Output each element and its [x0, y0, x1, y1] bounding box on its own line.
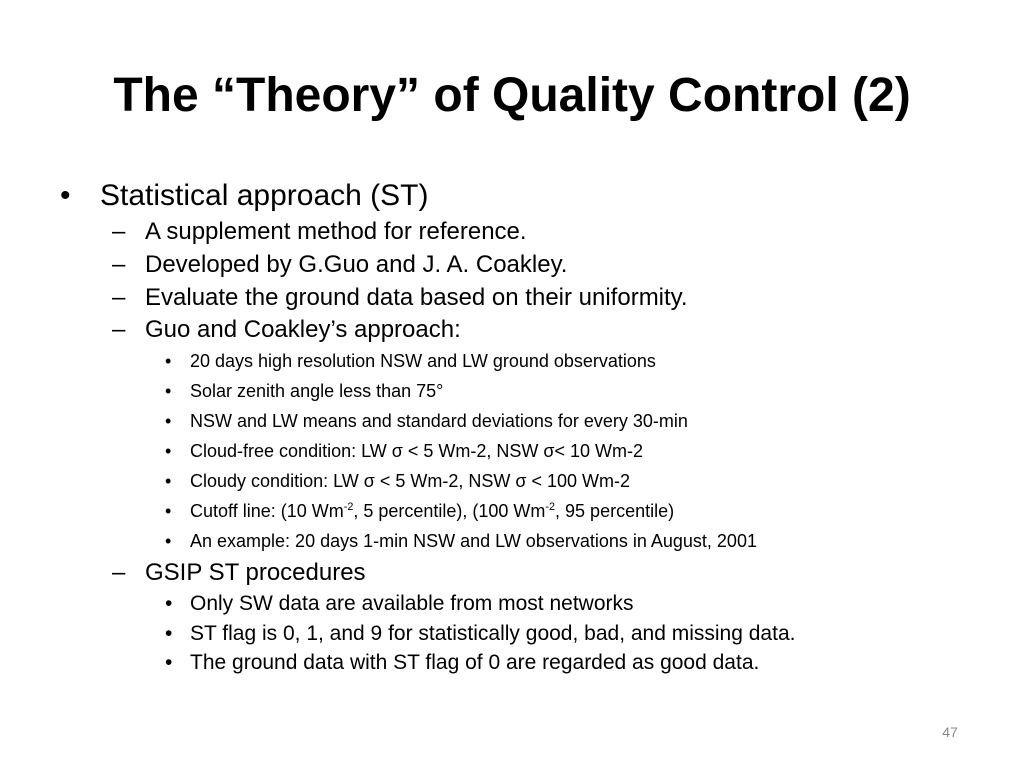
bullet-icon: •: [165, 592, 173, 615]
sub-bullet: [112, 283, 688, 313]
sub-bullet-text: A supplement method for reference.: [145, 218, 527, 245]
bullet-icon: •: [165, 441, 172, 461]
detail-text: Cloudy condition: LW σ < 5 Wm-2, NSW σ < 100 Wm-2: [190, 471, 631, 491]
bullet-text: Statistical approach (ST): [100, 179, 429, 212]
cutoff-part: Cutoff line: (10 Wm: [190, 501, 344, 521]
cutoff-text: [190, 499, 674, 523]
superscript: -2: [545, 501, 556, 513]
sub-bullet: [112, 315, 461, 345]
bullet-icon: •: [165, 651, 173, 674]
superscript: -2: [343, 501, 354, 513]
dash-icon: –: [112, 316, 126, 343]
bullet-level1: [60, 178, 428, 214]
bullet-icon: •: [60, 179, 71, 212]
sub-bullet-text: Evaluate the ground data based on their uniformity.: [145, 284, 688, 311]
sub-bullet-text: Guo and Coakley’s approach:: [145, 316, 461, 343]
dash-icon: –: [112, 218, 126, 245]
dash-icon: –: [112, 284, 126, 311]
detail-bullet: [165, 379, 443, 403]
cutoff-part: , 5 percentile), (100 Wm: [353, 501, 546, 521]
bullet-icon: •: [165, 622, 173, 645]
page-number: 47: [942, 724, 958, 740]
detail-text: ST flag is 0, 1, and 9 for statistically good, bad, and missing data.: [190, 622, 796, 645]
detail-bullet: [165, 439, 643, 463]
detail-text: Cloud-free condition: LW σ < 5 Wm-2, NSW σ< 10 Wm-2: [190, 441, 644, 461]
detail-bullet: [165, 469, 630, 493]
detail-text: Solar zenith angle less than 75°: [190, 381, 444, 401]
bullet-icon: •: [165, 501, 172, 521]
detail-text: Only SW data are available from most networks: [190, 592, 634, 615]
sub-bullet-text: Developed by G.Guo and J. A. Coakley.: [145, 251, 568, 278]
detail-bullet: [165, 590, 634, 617]
sub-bullet: [112, 558, 366, 588]
cutoff-part: , 95 percentile): [555, 501, 675, 521]
dash-icon: –: [112, 559, 126, 586]
detail-text: An example: 20 days 1-min NSW and LW observations in August, 2001: [190, 531, 757, 551]
bullet-icon: •: [165, 381, 172, 401]
detail-bullet: [165, 529, 757, 553]
dash-icon: –: [112, 251, 126, 278]
sub-bullet: [112, 250, 567, 280]
detail-text: The ground data with ST flag of 0 are regarded as good data.: [190, 651, 760, 674]
detail-bullet: [165, 409, 688, 433]
bullet-icon: •: [165, 531, 172, 551]
slide-title: The “Theory” of Quality Control (2): [113, 69, 911, 122]
bullet-icon: •: [165, 471, 172, 491]
bullet-icon: •: [165, 351, 172, 371]
detail-bullet: [165, 349, 656, 373]
sub-bullet-text: GSIP ST procedures: [145, 559, 366, 586]
detail-text: NSW and LW means and standard deviations for every 30-min: [190, 411, 688, 431]
detail-bullet: [165, 499, 674, 523]
detail-text: 20 days high resolution NSW and LW ground observations: [190, 351, 656, 371]
detail-bullet: [165, 649, 759, 676]
detail-bullet: [165, 620, 795, 647]
sub-bullet: [112, 217, 527, 247]
bullet-icon: •: [165, 411, 172, 431]
